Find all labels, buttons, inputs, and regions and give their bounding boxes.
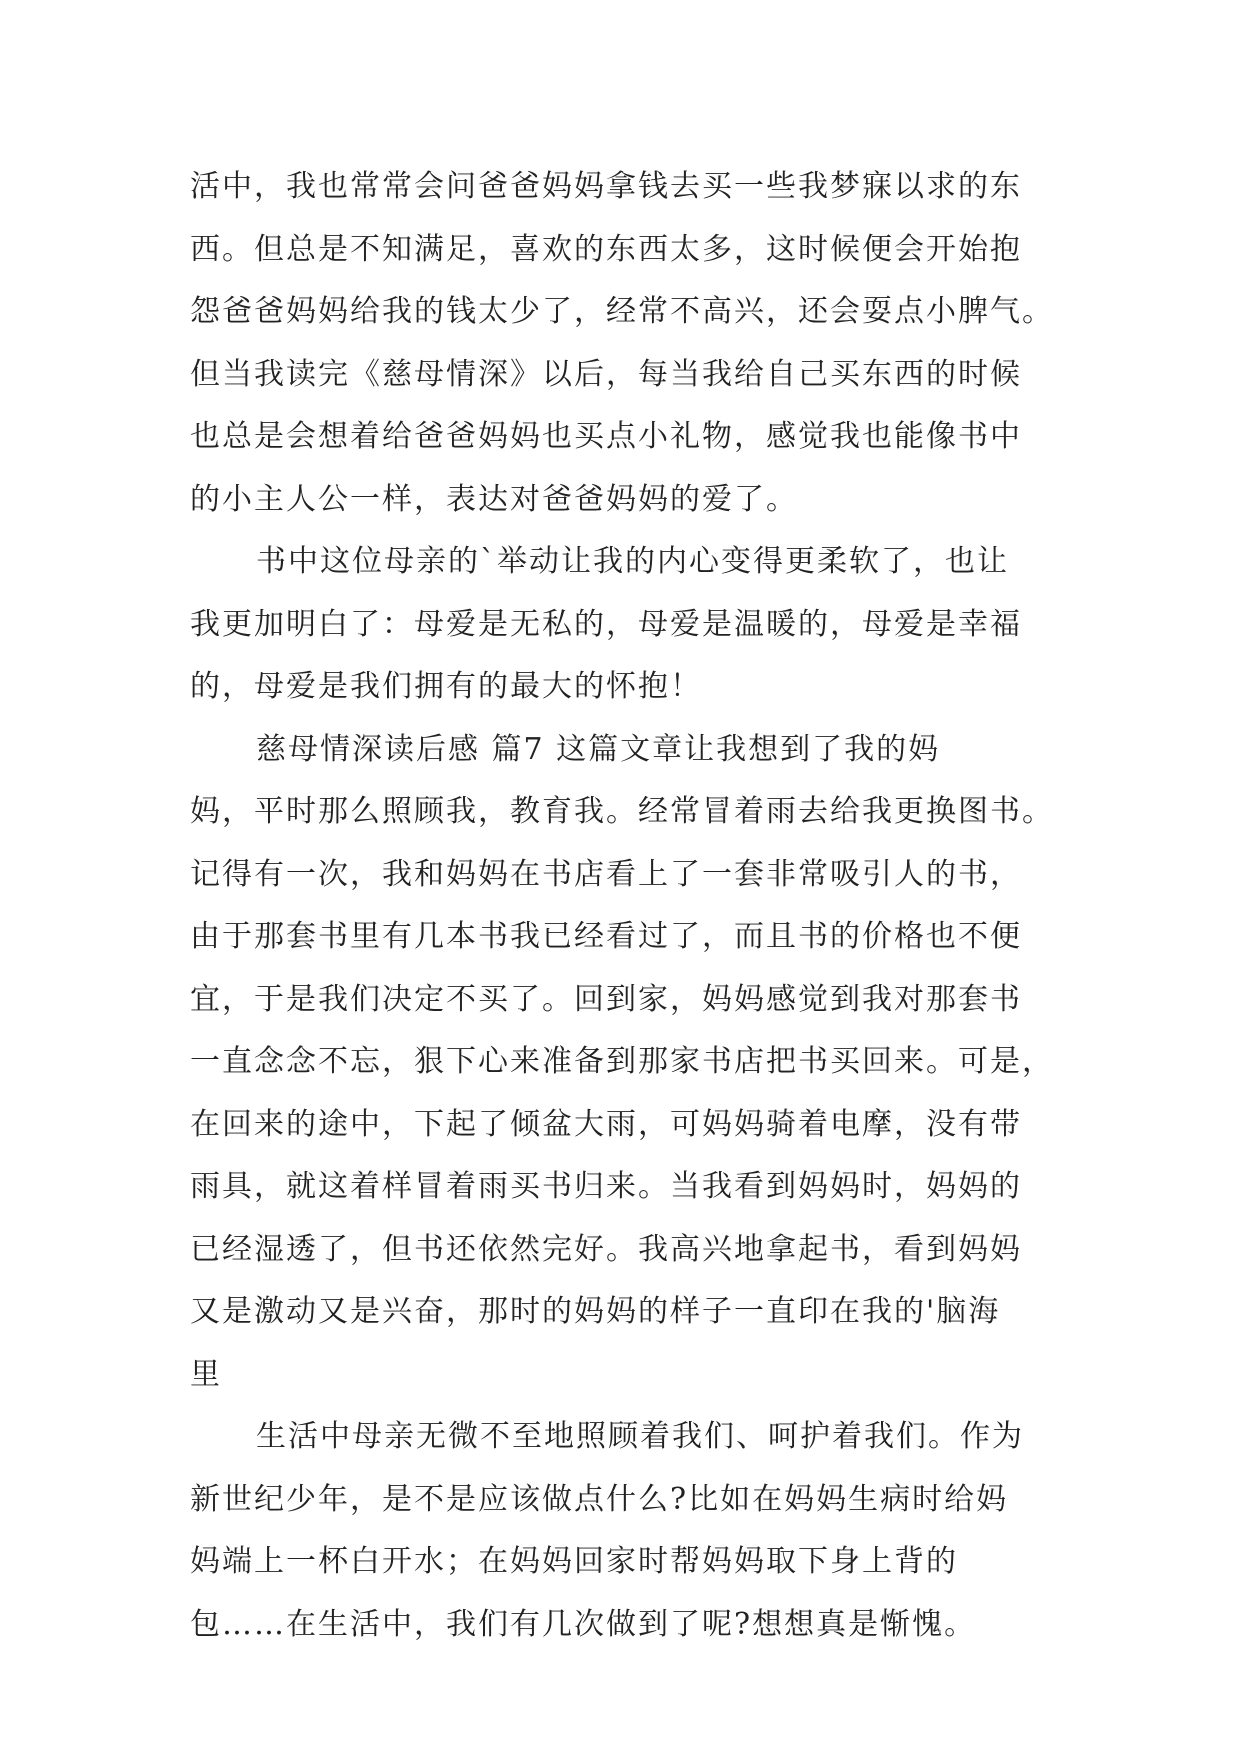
text-line: 活中，我也常常会问爸爸妈妈拿钱去买一些我梦寐以求的东	[190, 169, 1022, 204]
text-line: 也总是会想着给爸爸妈妈也买点小礼物，感觉我也能像书中	[190, 419, 1022, 454]
text-line: 妈，平时那么照顾我，教育我。经常冒着雨去给我更换图书。	[190, 794, 1054, 829]
section-heading-line: 慈母情深读后感 篇7 这篇文章让我想到了我的妈	[256, 731, 941, 767]
text-line: 包……在生活中，我们有几次做到了呢?想想真是惭愧。	[190, 1606, 977, 1642]
article-body	[190, 156, 1054, 1656]
text-line: 由于那套书里有几本书我已经看过了，而且书的价格也不便	[190, 919, 1022, 954]
text-line: 的，母爱是我们拥有的最大的怀抱！	[190, 669, 702, 704]
text-line: 我更加明白了：母爱是无私的，母爱是温暖的，母爱是幸福	[190, 606, 1022, 642]
text-line: 又是激动又是兴奋，那时的妈妈的样子一直印在我的'脑海	[190, 1294, 1001, 1329]
text-line: 怨爸爸妈妈给我的钱太少了，经常不高兴，还会耍点小脾气。	[190, 294, 1054, 329]
text-line: 已经湿透了，但书还依然完好。我高兴地拿起书，看到妈妈	[190, 1231, 1022, 1267]
text-line: 的小主人公一样，表达对爸爸妈妈的爱了。	[190, 481, 798, 517]
text-line: 一直念念不忘，狠下心来准备到那家书店把书买回来。可是，	[190, 1044, 1054, 1079]
text-line: 但当我读完《慈母情深》以后，每当我给自己买东西的时候	[190, 356, 1022, 392]
text-line: 记得有一次，我和妈妈在书店看上了一套非常吸引人的书，	[190, 856, 1022, 892]
text-line: 里	[190, 1356, 222, 1392]
text-line: 在回来的途中，下起了倾盆大雨，可妈妈骑着电摩，没有带	[190, 1106, 1022, 1142]
text-line: 雨具，就这着样冒着雨买书归来。当我看到妈妈时，妈妈的	[190, 1169, 1022, 1204]
paragraph-first-line: 书中这位母亲的`举动让我的内心变得更柔软了，也让	[256, 544, 1009, 579]
paragraph-first-line: 生活中母亲无微不至地照顾着我们、呵护着我们。作为	[256, 1419, 1024, 1454]
text-line: 新世纪少年，是不是应该做点什么?比如在妈妈生病时给妈	[190, 1481, 1009, 1517]
text-line: 宜，于是我们决定不买了。回到家，妈妈感觉到我对那套书	[190, 981, 1022, 1017]
text-line: 妈端上一杯白开水；在妈妈回家时帮妈妈取下身上背的	[190, 1544, 958, 1579]
text-line: 西。但总是不知满足，喜欢的东西太多，这时候便会开始抱	[190, 231, 1022, 267]
